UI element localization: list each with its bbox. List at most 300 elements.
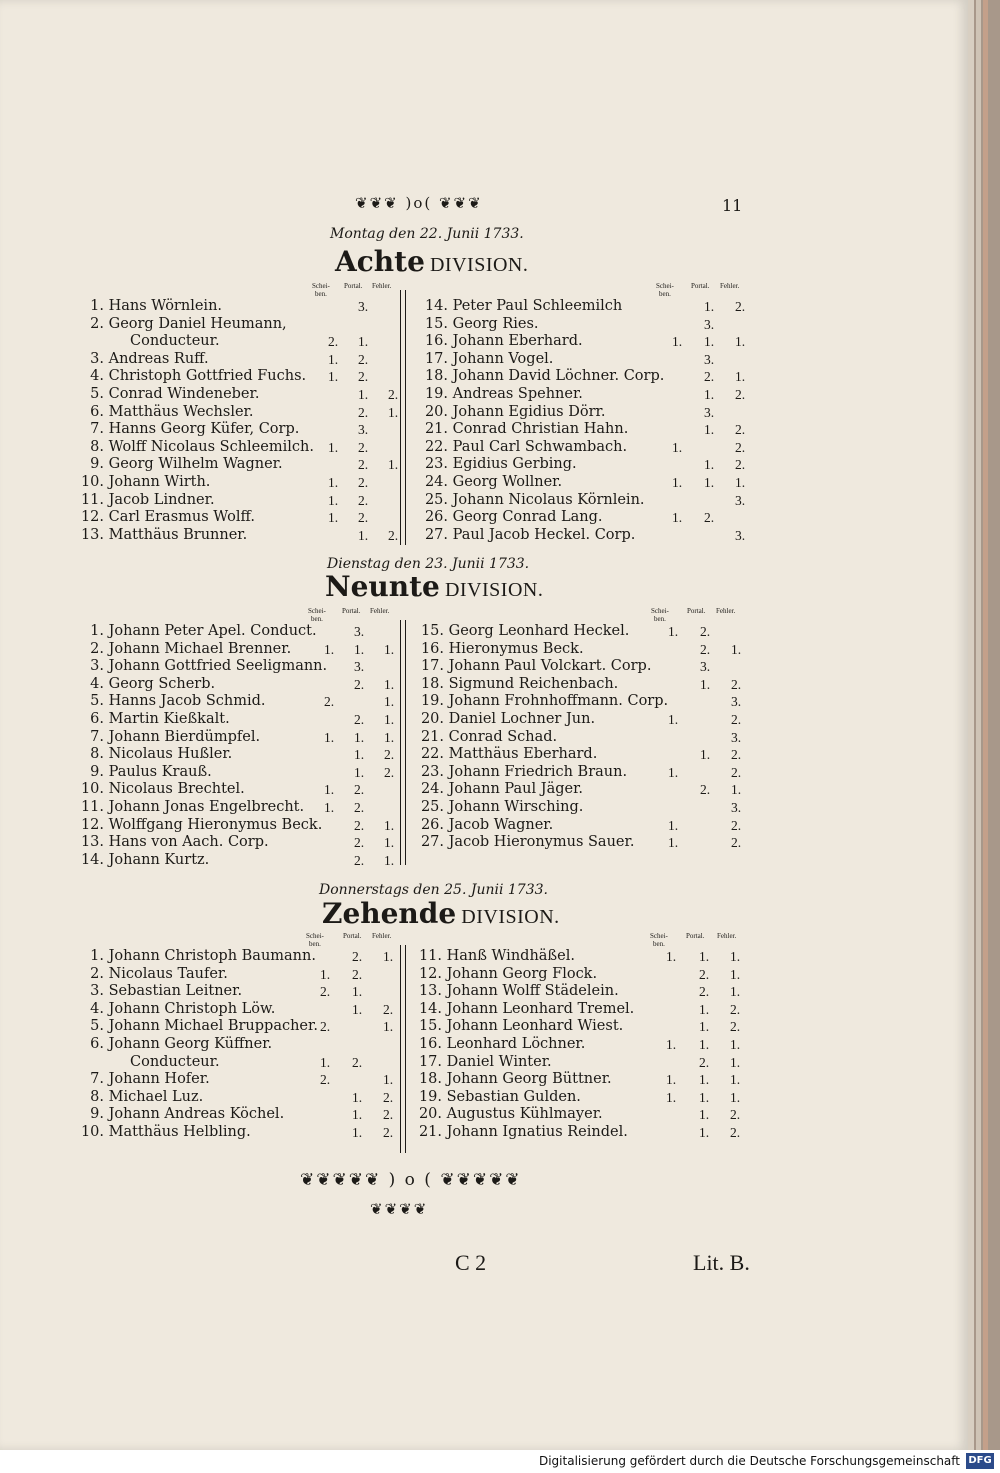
entry-name: Johann Michael Bruppacher. [108,1018,318,1035]
entry-row [80,1089,203,1106]
entry-row [420,817,553,834]
entry-number: 22. [424,438,448,455]
entry-name: Paul Jacob Heckel. Corp. [452,526,636,543]
portal-value: 3. [704,316,715,332]
entry-row [422,351,553,368]
fehler-value: 3. [735,492,746,508]
division-title-number: Achte [335,245,425,278]
entry-row [80,421,299,438]
entry-row [422,492,645,509]
portal-value: 2. [354,852,365,868]
portal-value: 2. [352,966,363,982]
portal-value: 2. [699,984,710,1000]
entry-name: Hans Wörnlein. [108,298,223,314]
entry-row [80,641,291,658]
entry-name: Conducteur. [130,1053,220,1070]
entry-number: 27. [424,526,448,543]
entry-number: 8. [90,746,104,763]
entry-name: Jacob Lindner. [108,491,215,508]
entry-row [422,368,664,385]
portal-value: 1. [358,387,369,402]
entry-name: Johann Bierdümpfel. [108,728,261,745]
fehler-value: 1. [383,1019,394,1035]
scheiben-value: 1. [672,475,683,490]
entry-name: Johann Frohnhoffmann. Corp. [448,693,669,710]
entry-row [80,799,304,816]
fehler-value: 3. [731,729,742,745]
entry-number: 13. [80,834,104,851]
entry-row [422,439,627,456]
fehler-value: 2. [730,1019,741,1035]
entry-row [422,404,605,421]
column-divider [400,945,401,1153]
scheiben-value: 1. [668,712,679,727]
entry-name: Johann Peter Apel. Conduct. [108,623,317,639]
entry-row [80,474,210,491]
entry-name: Martin Kießkalt. [108,711,230,727]
entry-name: Johann Paul Volckart. Corp. [448,658,652,675]
portal-value: 3. [358,299,369,314]
entry-row [80,729,260,746]
entry-number: 9. [90,1106,104,1123]
portal-value: 1. [358,527,369,543]
entry-row [418,1018,623,1035]
scheiben-value: 2. [328,334,339,350]
fehler-value: 1. [731,782,742,798]
portal-value: 2. [700,624,711,639]
entry-number: 11. [80,799,104,815]
entry-number: 20. [424,403,448,420]
entry-name: Peter Paul Schleemilch [452,298,623,314]
fehler-value: 3. [731,800,742,815]
entry-row [80,456,283,473]
entry-number: 25. [424,491,448,508]
fehler-value: 2. [730,1125,741,1140]
entry-name: Conrad Windeneber. [108,386,260,402]
fehler-value: 2. [388,387,399,402]
column-header-fehler: Fehler. [720,282,740,290]
entry-row [80,439,314,456]
portal-value: 1. [704,299,715,314]
fehler-value: 1. [730,966,741,982]
fehler-value: 2. [383,1001,394,1017]
portal-value: 2. [352,1054,363,1070]
entry-name: Matthäus Eberhard. [448,746,598,763]
entry-row [80,492,215,509]
entry-name: Conrad Christian Hahn. [452,421,629,438]
portal-value: 2. [358,510,369,526]
entry-number: 5. [90,1018,104,1035]
entry-name: Leonhard Löchner. [446,1036,586,1052]
page-number: 11 [722,196,743,215]
entry-number: 21. [424,421,448,438]
entry-row [420,711,595,728]
fehler-value: 2. [731,764,742,780]
entry-name: Andreas Ruff. [108,350,209,367]
entry-number: 6. [90,711,104,727]
scheiben-value: 1. [666,1089,677,1105]
entry-row [422,421,628,438]
scheiben-value: 2. [320,1072,331,1088]
entry-row [80,316,287,333]
entry-row [80,658,327,675]
entry-number: 2. [90,965,104,982]
entry-row [420,676,618,693]
entry-name: Johann Wirsching. [448,799,584,815]
portal-value: 1. [700,676,711,692]
fehler-value: 1. [735,334,746,350]
entry-number: 17. [424,350,448,367]
fehler-value: 2. [735,387,746,402]
entry-number: 8. [90,438,104,455]
entry-name: Johann Michael Brenner. [108,640,292,657]
entry-number: 7. [90,421,104,438]
day-heading: Dienstag den 23. Junii 1733. [327,556,530,572]
entry-number: 12. [80,816,104,833]
entry-number: 14. [418,1000,442,1017]
scheiben-value: 1. [324,729,335,745]
entry-row [80,948,316,965]
entry-name: Johann Wolff Städelein. [446,983,619,1000]
portal-value: 1. [704,334,715,350]
entry-number: 12. [418,965,442,982]
entry-row [422,333,583,350]
entry-row [80,966,228,983]
entry-row [80,1106,284,1123]
entry-row [422,316,539,333]
portal-value: 1. [358,334,369,350]
footer-credit: Digitalisierung gefördert durch die Deutsche Forschungsgemeinschaft [538,1454,960,1468]
fehler-value: 2. [384,747,395,763]
column-header-portal: Portal. [687,607,706,615]
page-edge [976,0,981,1450]
entry-name: Michael Luz. [108,1088,204,1105]
entry-number: 7. [90,728,104,745]
entry-number: 12. [80,509,104,526]
column-header-fehler: Fehler. [372,932,392,940]
portal-value: 3. [354,624,365,639]
entry-row [80,351,209,368]
column-header-fehler: Fehler. [717,932,737,940]
page-edge [968,0,974,1450]
fehler-value: 2. [731,712,742,727]
entry-name: Johann Kurtz. [108,851,210,868]
scheiben-value: 1. [668,764,679,780]
entry-number: 18. [424,368,448,385]
entry-row [80,817,322,834]
scheiben-value: 2. [320,984,331,1000]
entry-name: Hanns Georg Küfer, Corp. [108,421,300,438]
column-header-scheiben: Schei- ben. [651,607,669,623]
portal-value: 2. [699,1054,710,1070]
division-title-label: DIVISION. [461,906,560,928]
entry-row [130,333,220,350]
fehler-value: 1. [384,729,395,745]
column-header-portal: Portal. [344,282,363,290]
scheiben-value: 1. [672,510,683,526]
entry-row [80,386,259,403]
entry-number: 19. [424,386,448,402]
fehler-value: 2. [735,439,746,455]
entry-row [80,1124,251,1141]
portal-value: 2. [358,439,369,455]
fehler-value: 2. [383,1107,394,1123]
column-divider [400,290,401,545]
entry-name: Georg Wilhelm Wagner. [108,456,283,473]
entry-name: Johann Nicolaus Körnlein. [452,491,645,508]
portal-value: 2. [354,676,365,692]
column-header-fehler: Fehler. [372,282,392,290]
entry-number: 5. [90,386,104,402]
entry-name: Georg Ries. [452,315,539,332]
fehler-value: 2. [731,676,742,692]
entry-name: Johann Andreas Köchel. [108,1106,285,1123]
entry-name: Nicolaus Hußler. [108,746,233,763]
entry-name: Georg Scherb. [108,675,216,692]
entry-row [418,983,619,1000]
entry-number: 23. [420,763,444,780]
portal-value: 2. [704,369,715,385]
entry-number: 13. [418,983,442,1000]
entry-number: 25. [420,799,444,815]
fehler-value: 1. [730,949,741,964]
column-divider [400,620,401,865]
entry-row [80,404,254,421]
entry-number: 15. [418,1018,442,1035]
entry-number: 21. [418,1124,442,1140]
entry-row [418,1124,628,1141]
entry-number: 1. [90,623,104,639]
entry-row [422,509,602,526]
portal-value: 1. [352,984,363,1000]
entry-number: 4. [90,1000,104,1017]
column-header-scheiben: Schei- ben. [306,932,324,948]
fehler-value: 1. [388,457,399,473]
portal-value: 2. [358,404,369,420]
portal-value: 1. [354,729,365,745]
scheiben-value: 1. [324,800,335,815]
entry-row [80,693,266,710]
entry-number: 8. [90,1088,104,1105]
entry-row [80,527,247,544]
fehler-value: 2. [731,747,742,763]
entry-name: Sebastian Gulden. [446,1088,581,1105]
fehler-value: 2. [384,764,395,780]
division-title-label: DIVISION. [444,579,544,601]
scheiben-value: 1. [328,492,339,508]
entry-number: 6. [90,403,104,420]
entry-row [80,1018,318,1035]
scheiben-value: 1. [328,439,339,455]
day-heading: Montag den 22. Junii 1733. [330,226,524,242]
footer-bar [0,1450,1000,1473]
entry-number: 17. [420,658,444,675]
scheiben-value: 2. [320,1019,331,1035]
column-header-fehler: Fehler. [716,607,736,615]
scheiben-value: 2. [324,694,335,710]
entry-row [80,834,269,851]
portal-value: 2. [358,369,369,385]
entry-number: 21. [420,728,444,745]
entry-number: 27. [420,834,444,851]
portal-value: 2. [352,949,363,964]
column-header-portal: Portal. [691,282,710,290]
entry-number: 18. [420,675,444,692]
scheiben-value: 1. [668,624,679,639]
fehler-value: 1. [384,852,395,868]
portal-value: 2. [704,510,715,526]
entry-name: Daniel Lochner Jun. [448,711,596,727]
portal-value: 2. [354,817,365,833]
scheiben-value: 1. [324,641,335,657]
fehler-value: 1. [730,1037,741,1052]
entry-name: Georg Wollner. [452,474,563,490]
fehler-value: 1. [384,835,395,851]
portal-value: 1. [699,1001,710,1017]
entry-name: Matthäus Wechsler. [108,403,254,420]
fehler-value: 1. [731,641,742,657]
entry-number: 24. [424,474,448,490]
entry-number: 17. [418,1053,442,1070]
portal-value: 1. [354,641,365,657]
entry-row [422,527,635,544]
entry-row [418,1036,585,1053]
portal-value: 2. [358,475,369,490]
column-header-scheiben: Schei- ben. [308,607,326,623]
entry-row [420,641,584,658]
entry-row [80,623,317,640]
entry-name: Paul Carl Schwambach. [452,438,628,455]
entry-number: 11. [80,491,104,508]
column-divider [405,620,406,865]
entry-row [80,746,232,763]
entry-row [418,1089,581,1106]
entry-name: Johann Leonhard Wiest. [446,1018,624,1035]
entry-number: 6. [90,1036,104,1052]
entry-number: 13. [80,526,104,543]
fehler-value: 1. [730,1072,741,1088]
scheiben-value: 1. [328,475,339,490]
fehler-value: 1. [388,404,399,420]
entry-name: Hieronymus Beck. [448,640,584,657]
fehler-value: 1. [383,949,394,964]
entry-name: Sebastian Leitner. [108,983,243,1000]
fehler-value: 3. [735,527,746,543]
entry-name: Matthäus Brunner. [108,526,248,543]
portal-value: 1. [700,747,711,763]
entry-row [80,298,222,315]
division-title [325,570,543,603]
entry-name: Hanns Jacob Schmid. [108,693,266,710]
portal-value: 3. [358,422,369,438]
entry-number: 15. [424,315,448,332]
fehler-value: 3. [731,694,742,710]
fehler-value: 1. [730,1054,741,1070]
column-header-scheiben: Schei- ben. [656,282,674,298]
entry-row [80,509,255,526]
portal-value: 1. [704,475,715,490]
entry-name: Johann Christoph Baumann. [108,948,316,964]
portal-value: 1. [699,1107,710,1123]
entry-row [420,623,629,640]
portal-value: 2. [699,966,710,982]
entry-name: Johann Paul Jäger. [448,781,584,798]
entry-name: Conrad Schad. [448,728,558,745]
entry-number: 26. [424,509,448,526]
fehler-value: 2. [731,817,742,833]
entry-number: 9. [90,456,104,473]
column-header-portal: Portal. [343,932,362,940]
entry-name: Daniel Winter. [446,1053,552,1070]
portal-value: 3. [354,659,365,675]
entry-name: Johann Friedrich Braun. [448,763,628,780]
entry-number: 10. [80,781,104,798]
column-divider [405,945,406,1153]
portal-value: 2. [358,351,369,367]
entry-row [80,781,245,798]
portal-value: 3. [704,404,715,420]
entry-row [418,1106,603,1123]
entry-number: 15. [420,623,444,639]
entry-number: 22. [420,746,444,763]
scheiben-value: 1. [672,334,683,350]
entry-name: Johann David Löchner. Corp. [452,368,665,385]
fehler-value: 1. [735,475,746,490]
entry-number: 14. [80,851,104,868]
entry-name: Conducteur. [130,333,220,350]
fehler-value: 2. [731,835,742,851]
day-heading: Donnerstags den 25. Junii 1733. [319,882,548,898]
division-title-number: Neunte [325,570,440,603]
entry-number: 20. [418,1106,442,1123]
entry-row [418,1001,634,1018]
entry-row [422,298,622,315]
entry-name: Georg Leonhard Heckel. [448,623,630,639]
entry-number: 7. [90,1071,104,1088]
entry-row [420,834,634,851]
entry-number: 9. [90,763,104,780]
entry-row [80,983,242,1000]
portal-value: 1. [352,1001,363,1017]
fehler-value: 1. [384,641,395,657]
entry-name: Augustus Kühlmayer. [446,1106,603,1123]
entry-row [80,1071,210,1088]
fehler-value: 2. [735,299,746,314]
scheiben-value: 1. [666,1037,677,1052]
column-header-portal: Portal. [686,932,705,940]
portal-value: 2. [354,800,365,815]
entry-row [420,658,651,675]
scheiben-value: 1. [328,369,339,385]
catchword: Lit. B. [693,1250,750,1275]
entry-number: 1. [90,298,104,314]
entry-row [80,1001,275,1018]
entry-number: 5. [90,693,104,710]
entry-row [418,1071,612,1088]
page-edge [983,0,988,1450]
entry-number: 3. [90,350,104,367]
entry-name: Johann Hofer. [108,1071,210,1088]
entry-number: 16. [420,640,444,657]
entry-name: Egidius Gerbing. [452,456,577,473]
portal-value: 1. [704,422,715,438]
fehler-value: 2. [735,422,746,438]
portal-value: 1. [699,1019,710,1035]
entry-row [420,746,597,763]
entry-number: 19. [420,693,444,710]
division-title [335,245,528,278]
scheiben-value: 1. [668,817,679,833]
